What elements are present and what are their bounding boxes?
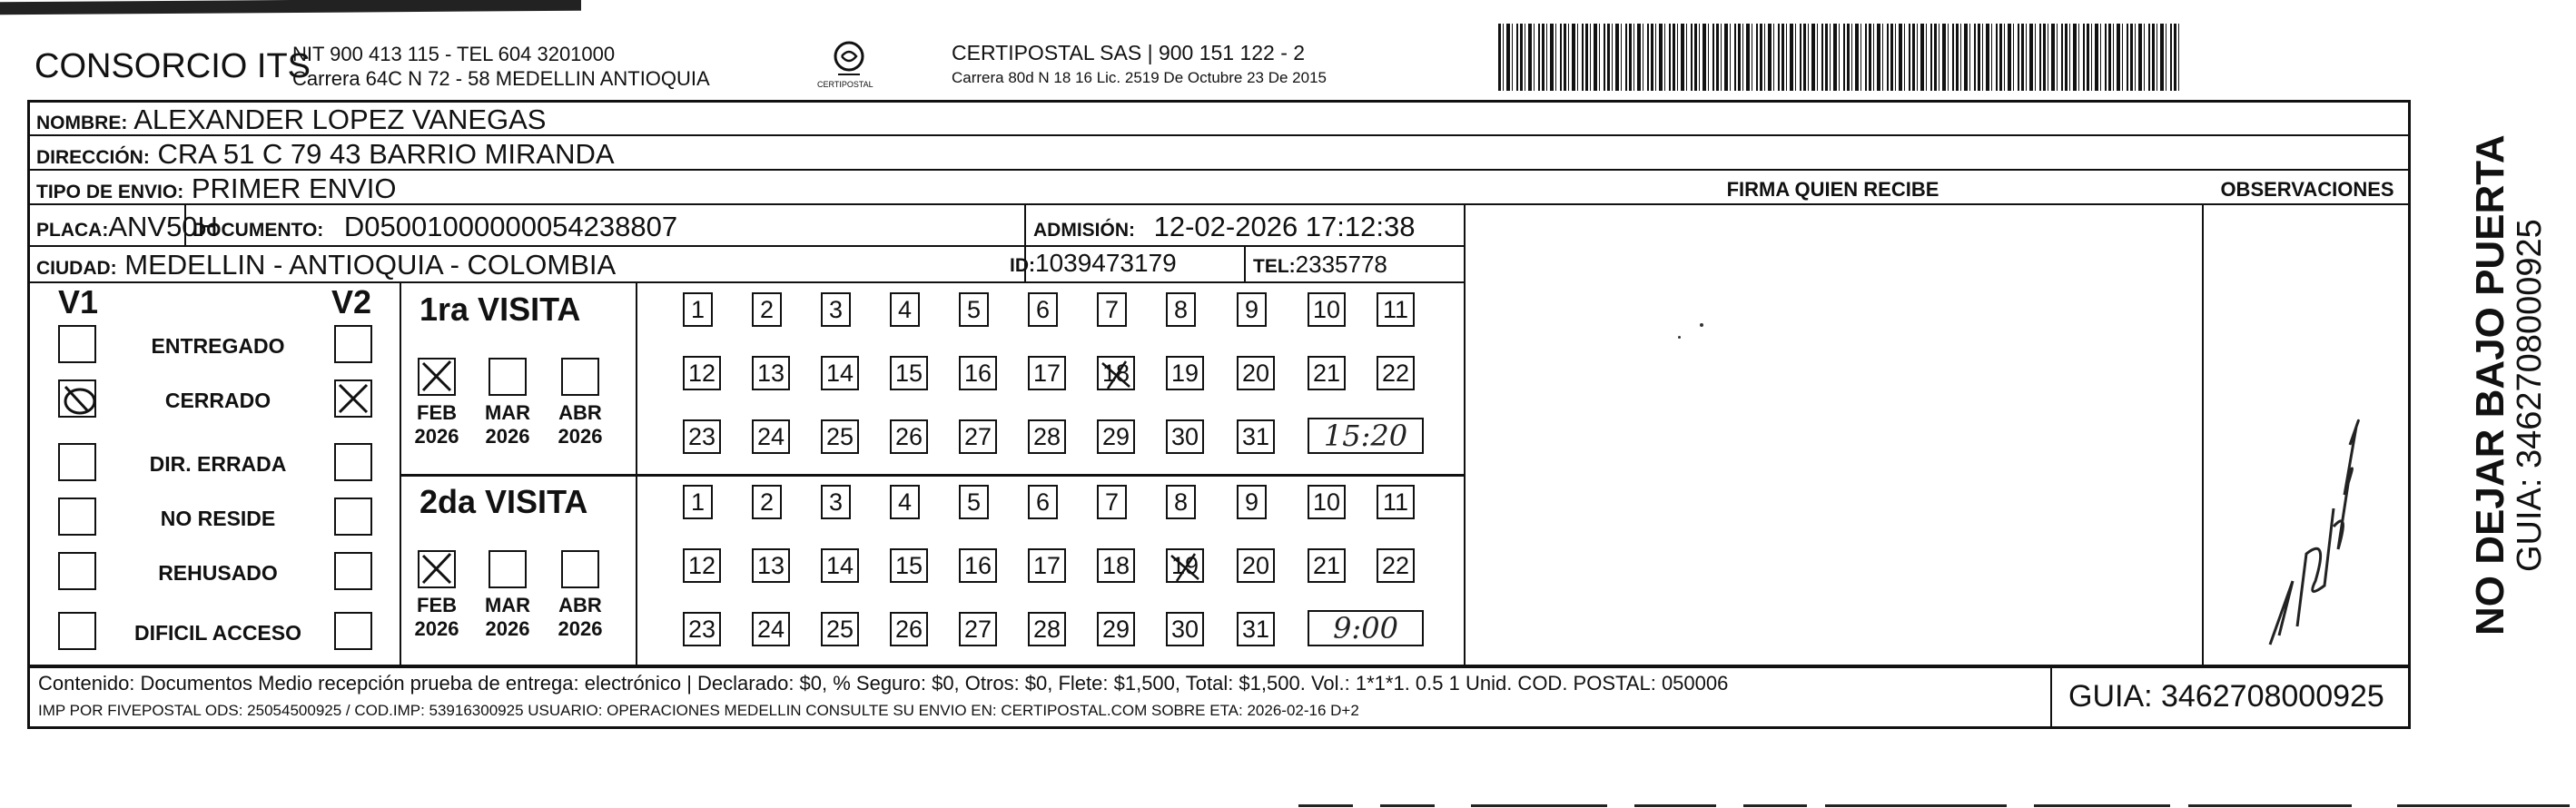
first-visit-day-box[interactable]: 19 xyxy=(1166,356,1204,390)
direccion-value: CRA 51 C 79 43 BARRIO MIRANDA xyxy=(157,138,615,170)
footer-content: Contenido: Documentos Medio recepción prueba de entrega: electrónico | Declarado: $0, % Seguro: $0, Otros: $0, Flete: $1,500, Total: $1,500. Vol.: 1*1*1. 0.5 1 Unid. COD. POSTAL: 050006 xyxy=(38,672,1729,695)
ciudad-cell xyxy=(36,249,616,281)
first-visit-day-box[interactable]: 11 xyxy=(1377,292,1415,327)
status-v1-checkbox[interactable] xyxy=(58,612,96,650)
month-label xyxy=(476,594,539,641)
tel-label: TEL: xyxy=(1253,256,1296,277)
ciudad-label: CIUDAD: xyxy=(36,258,117,279)
ciudad-value: MEDELLIN - ANTIOQUIA - COLOMBIA xyxy=(124,249,617,281)
company-nit: NIT 900 413 115 - TEL 604 3201000 xyxy=(292,43,616,65)
side-guia: GUIA: 3462708000925 xyxy=(2511,219,2549,572)
cut-line xyxy=(1634,804,1716,807)
id-cell xyxy=(1010,249,1177,278)
second-visit-day-box[interactable]: 18 xyxy=(1097,548,1135,583)
direccion-row xyxy=(36,138,615,171)
placa-value: ANV50H xyxy=(108,211,218,242)
second-visit-day-box[interactable]: 22 xyxy=(1377,548,1415,583)
barcode xyxy=(1498,24,2179,91)
first-visit-day-box[interactable]: 30 xyxy=(1166,419,1204,454)
second-visit-day-box[interactable]: 11 xyxy=(1377,485,1415,519)
nombre-row xyxy=(36,103,546,136)
footer-left xyxy=(27,665,30,729)
admision-value: 12-02-2026 17:12:38 xyxy=(1153,211,1416,242)
v2-header: V2 xyxy=(331,283,372,320)
month-label xyxy=(476,401,539,448)
status-v1-checkbox[interactable] xyxy=(58,552,96,590)
month-name: ABR xyxy=(558,401,602,424)
first-visit-day-box[interactable]: 21 xyxy=(1308,356,1346,390)
footer-bottom xyxy=(27,726,2411,729)
second-visit-day-box[interactable]: 31 xyxy=(1237,612,1275,646)
top-edge-bar xyxy=(0,0,581,15)
second-visit-day-box[interactable]: 3 xyxy=(821,485,851,519)
admision-cell xyxy=(1033,211,1415,243)
id-value: 1039473179 xyxy=(1035,249,1177,277)
month-name: MAR xyxy=(484,401,531,424)
tipo-envio-label: TIPO DE ENVIO: xyxy=(36,182,184,202)
footer-guia-divider xyxy=(2050,665,2052,729)
footer-right xyxy=(2408,665,2411,729)
signature-column-divider xyxy=(1464,203,1466,666)
second-visit-title: 2da VISITA xyxy=(419,483,588,520)
first-visit-day-box[interactable]: 12 xyxy=(683,356,721,390)
second-visit-day-box[interactable]: 7 xyxy=(1097,485,1127,519)
month-label xyxy=(405,401,469,448)
second-visit-day-box[interactable]: 29 xyxy=(1097,612,1135,646)
month-name: FEB xyxy=(417,401,457,424)
first-visit-day-box[interactable]: 28 xyxy=(1028,419,1066,454)
cut-line xyxy=(2397,804,2570,807)
observations-column-divider xyxy=(2202,203,2204,666)
first-visit-month-box[interactable] xyxy=(561,358,599,396)
tipo-envio-value: PRIMER ENVIO xyxy=(191,172,397,204)
status-option-label: REHUSADO xyxy=(158,561,278,585)
second-visit-day-box[interactable]: 15 xyxy=(890,548,928,583)
first-visit-time: 15:20 xyxy=(1323,419,1408,453)
observaciones-header: OBSERVACIONES xyxy=(2220,178,2394,201)
second-visit-day-box[interactable]: 9 xyxy=(1237,485,1267,519)
second-visit-day-box[interactable]: 20 xyxy=(1237,548,1275,583)
status-v2-checkbox[interactable] xyxy=(334,325,372,363)
first-visit-day-box[interactable]: 15 xyxy=(890,356,928,390)
cut-line xyxy=(1380,804,1435,807)
cut-line xyxy=(1298,804,1353,807)
status-v2-checkbox[interactable] xyxy=(334,552,372,590)
second-visit-day-box[interactable]: 12 xyxy=(683,548,721,583)
status-v2-checkbox[interactable] xyxy=(334,612,372,650)
status-option-label: ENTREGADO xyxy=(151,334,285,358)
status-v2-checkbox[interactable] xyxy=(334,498,372,536)
first-visit-day-box[interactable]: 24 xyxy=(752,419,790,454)
month-name: ABR xyxy=(558,594,602,616)
cut-line xyxy=(1825,804,2007,807)
first-visit-day-box[interactable]: 25 xyxy=(821,419,859,454)
month-year: 2026 xyxy=(558,617,603,640)
documento-label: DOCUMENTO: xyxy=(192,220,324,241)
mark-dot xyxy=(1700,323,1703,327)
first-visit-day-box[interactable]: 18 xyxy=(1097,356,1135,390)
month-year: 2026 xyxy=(558,425,603,448)
first-visit-day-box[interactable]: 29 xyxy=(1097,419,1135,454)
first-visit-day-box[interactable]: 9 xyxy=(1237,292,1267,327)
status-v1-checkbox[interactable] xyxy=(58,325,96,363)
cut-line xyxy=(1743,804,1807,807)
month-name: FEB xyxy=(417,594,457,616)
v1-header: V1 xyxy=(58,283,99,320)
first-visit-day-box[interactable]: 2 xyxy=(752,292,782,327)
second-visit-day-box[interactable]: 17 xyxy=(1028,548,1066,583)
first-visit-day-box[interactable]: 31 xyxy=(1237,419,1275,454)
status-option-label: DIR. ERRADA xyxy=(149,452,287,476)
mark-dot xyxy=(1678,336,1681,339)
visit-divider xyxy=(400,474,1464,477)
nombre-label: NOMBRE: xyxy=(36,113,128,133)
month-label xyxy=(548,594,612,641)
carrier-name: CERTIPOSTAL SAS | 900 151 122 - 2 xyxy=(952,41,1306,64)
admision-label: ADMISIÓN: xyxy=(1033,220,1135,241)
first-visit-day-box[interactable]: 27 xyxy=(959,419,997,454)
first-visit-day-box[interactable]: 26 xyxy=(890,419,928,454)
tel-value: 2335778 xyxy=(1295,251,1387,278)
first-visit-day-box[interactable]: 23 xyxy=(683,419,721,454)
handwritten-signature xyxy=(2243,372,2370,654)
obs-divider xyxy=(2202,203,2411,205)
cut-line xyxy=(1471,804,1607,807)
footer-print-info: IMP POR FIVEPOSTAL ODS: 25054500925 / COD.IMP: 53916300925 USUARIO: OPERACIONES MEDELLIN CONSULTE SU ENVIO EN: CERTIPOSTAL.COM SOBRE ETA: 2026-02-16 D+2 xyxy=(38,702,1359,719)
status-v1-checkbox[interactable] xyxy=(58,498,96,536)
first-visit-day-box[interactable]: 4 xyxy=(890,292,920,327)
second-visit-month-box[interactable] xyxy=(418,550,456,588)
first-visit-day-box[interactable]: 22 xyxy=(1377,356,1415,390)
second-visit-day-box[interactable]: 2 xyxy=(752,485,782,519)
cut-line xyxy=(2188,804,2352,807)
month-year: 2026 xyxy=(414,425,459,448)
month-year: 2026 xyxy=(485,617,530,640)
status-option-label: NO RESIDE xyxy=(160,507,276,530)
row-divider xyxy=(27,245,1464,247)
second-visit-time: 9:00 xyxy=(1333,611,1398,645)
tel-cell xyxy=(1253,251,1387,279)
second-visit-day-box[interactable]: 14 xyxy=(821,548,859,583)
second-visit-day-box[interactable]: 21 xyxy=(1308,548,1346,583)
footer-guia: GUIA: 3462708000925 xyxy=(2068,679,2384,714)
handwritten-mark xyxy=(1168,550,1204,585)
first-visit-day-box[interactable]: 10 xyxy=(1308,292,1346,327)
nombre-value: ALEXANDER LOPEZ VANEGAS xyxy=(133,103,547,135)
second-visit-day-box[interactable]: 4 xyxy=(890,485,920,519)
second-visit-month-box[interactable] xyxy=(489,550,527,588)
first-visit-day-box[interactable]: 6 xyxy=(1028,292,1058,327)
first-visit-day-box[interactable]: 20 xyxy=(1237,356,1275,390)
month-year: 2026 xyxy=(485,425,530,448)
second-visit-day-box[interactable]: 13 xyxy=(752,548,790,583)
second-visit-day-box[interactable]: 27 xyxy=(959,612,997,646)
month-label xyxy=(405,594,469,641)
first-visit-month-box[interactable] xyxy=(418,358,456,396)
second-visit-day-box[interactable]: 1 xyxy=(683,485,713,519)
month-label xyxy=(548,401,612,448)
placa-cell xyxy=(36,211,218,243)
cut-line xyxy=(2034,804,2170,807)
second-visit-day-box[interactable]: 23 xyxy=(683,612,721,646)
status-option-label: CERRADO xyxy=(164,389,271,412)
month-name: MAR xyxy=(484,594,531,616)
second-visit-day-box[interactable]: 5 xyxy=(959,485,989,519)
status-option-label: DIFICIL ACCESO xyxy=(133,621,301,645)
status-v1-checkbox[interactable] xyxy=(58,443,96,481)
second-visit-day-box[interactable]: 26 xyxy=(890,612,928,646)
first-visit-time-box xyxy=(1308,418,1424,454)
first-visit-day-box[interactable]: 16 xyxy=(959,356,997,390)
firma-header: FIRMA QUIEN RECIBE xyxy=(1726,178,1939,201)
status-v1-checkbox[interactable] xyxy=(58,379,96,418)
second-visit-day-box[interactable]: 10 xyxy=(1308,485,1346,519)
company-address: Carrera 64C N 72 - 58 MEDELLIN ANTIOQUIA xyxy=(292,67,710,90)
no-dejar-bajo-puerta: NO DEJAR BAJO PUERTA xyxy=(2468,134,2512,636)
first-visit-day-box[interactable]: 1 xyxy=(683,292,713,327)
first-visit-day-box[interactable]: 3 xyxy=(821,292,851,327)
second-visit-day-box[interactable]: 28 xyxy=(1028,612,1066,646)
company-name: CONSORCIO ITS xyxy=(35,47,311,85)
documento-value: D05001000000054238807 xyxy=(343,211,678,242)
documento-cell xyxy=(192,211,677,243)
certipostal-logo-icon xyxy=(826,36,872,82)
footer-divider xyxy=(27,665,2411,668)
second-visit-day-box[interactable]: 30 xyxy=(1166,612,1204,646)
second-visit-day-box[interactable]: 19 xyxy=(1166,548,1204,583)
first-visit-month-box[interactable] xyxy=(489,358,527,396)
second-visit-day-box[interactable]: 25 xyxy=(821,612,859,646)
first-visit-day-box[interactable]: 7 xyxy=(1097,292,1127,327)
first-visit-day-box[interactable]: 5 xyxy=(959,292,989,327)
cell-divider xyxy=(1244,247,1246,281)
row-divider xyxy=(27,281,1464,283)
status-v2-checkbox[interactable] xyxy=(334,379,372,418)
handwritten-mark xyxy=(1099,358,1135,392)
status-v2-checkbox[interactable] xyxy=(334,443,372,481)
first-visit-title: 1ra VISITA xyxy=(419,291,581,328)
first-visit-day-box[interactable]: 8 xyxy=(1166,292,1196,327)
month-year: 2026 xyxy=(414,617,459,640)
direccion-label: DIRECCIÓN: xyxy=(36,147,150,168)
second-visit-day-box[interactable]: 24 xyxy=(752,612,790,646)
placa-label: PLACA: xyxy=(36,220,109,241)
carrier-address: Carrera 80d N 18 16 Lic. 2519 De Octubre 23 De 2015 xyxy=(952,69,1327,86)
second-visit-day-box[interactable]: 8 xyxy=(1166,485,1196,519)
second-visit-month-box[interactable] xyxy=(561,550,599,588)
first-visit-day-box[interactable]: 13 xyxy=(752,356,790,390)
logo-caption: CERTIPOSTAL xyxy=(817,80,873,89)
second-visit-time-box xyxy=(1308,610,1424,646)
tipo-envio-row xyxy=(36,172,396,205)
id-label: ID: xyxy=(1010,255,1035,276)
second-visit-day-box[interactable]: 6 xyxy=(1028,485,1058,519)
first-visit-day-box[interactable]: 14 xyxy=(821,356,859,390)
second-visit-day-box[interactable]: 16 xyxy=(959,548,997,583)
first-visit-day-box[interactable]: 17 xyxy=(1028,356,1066,390)
